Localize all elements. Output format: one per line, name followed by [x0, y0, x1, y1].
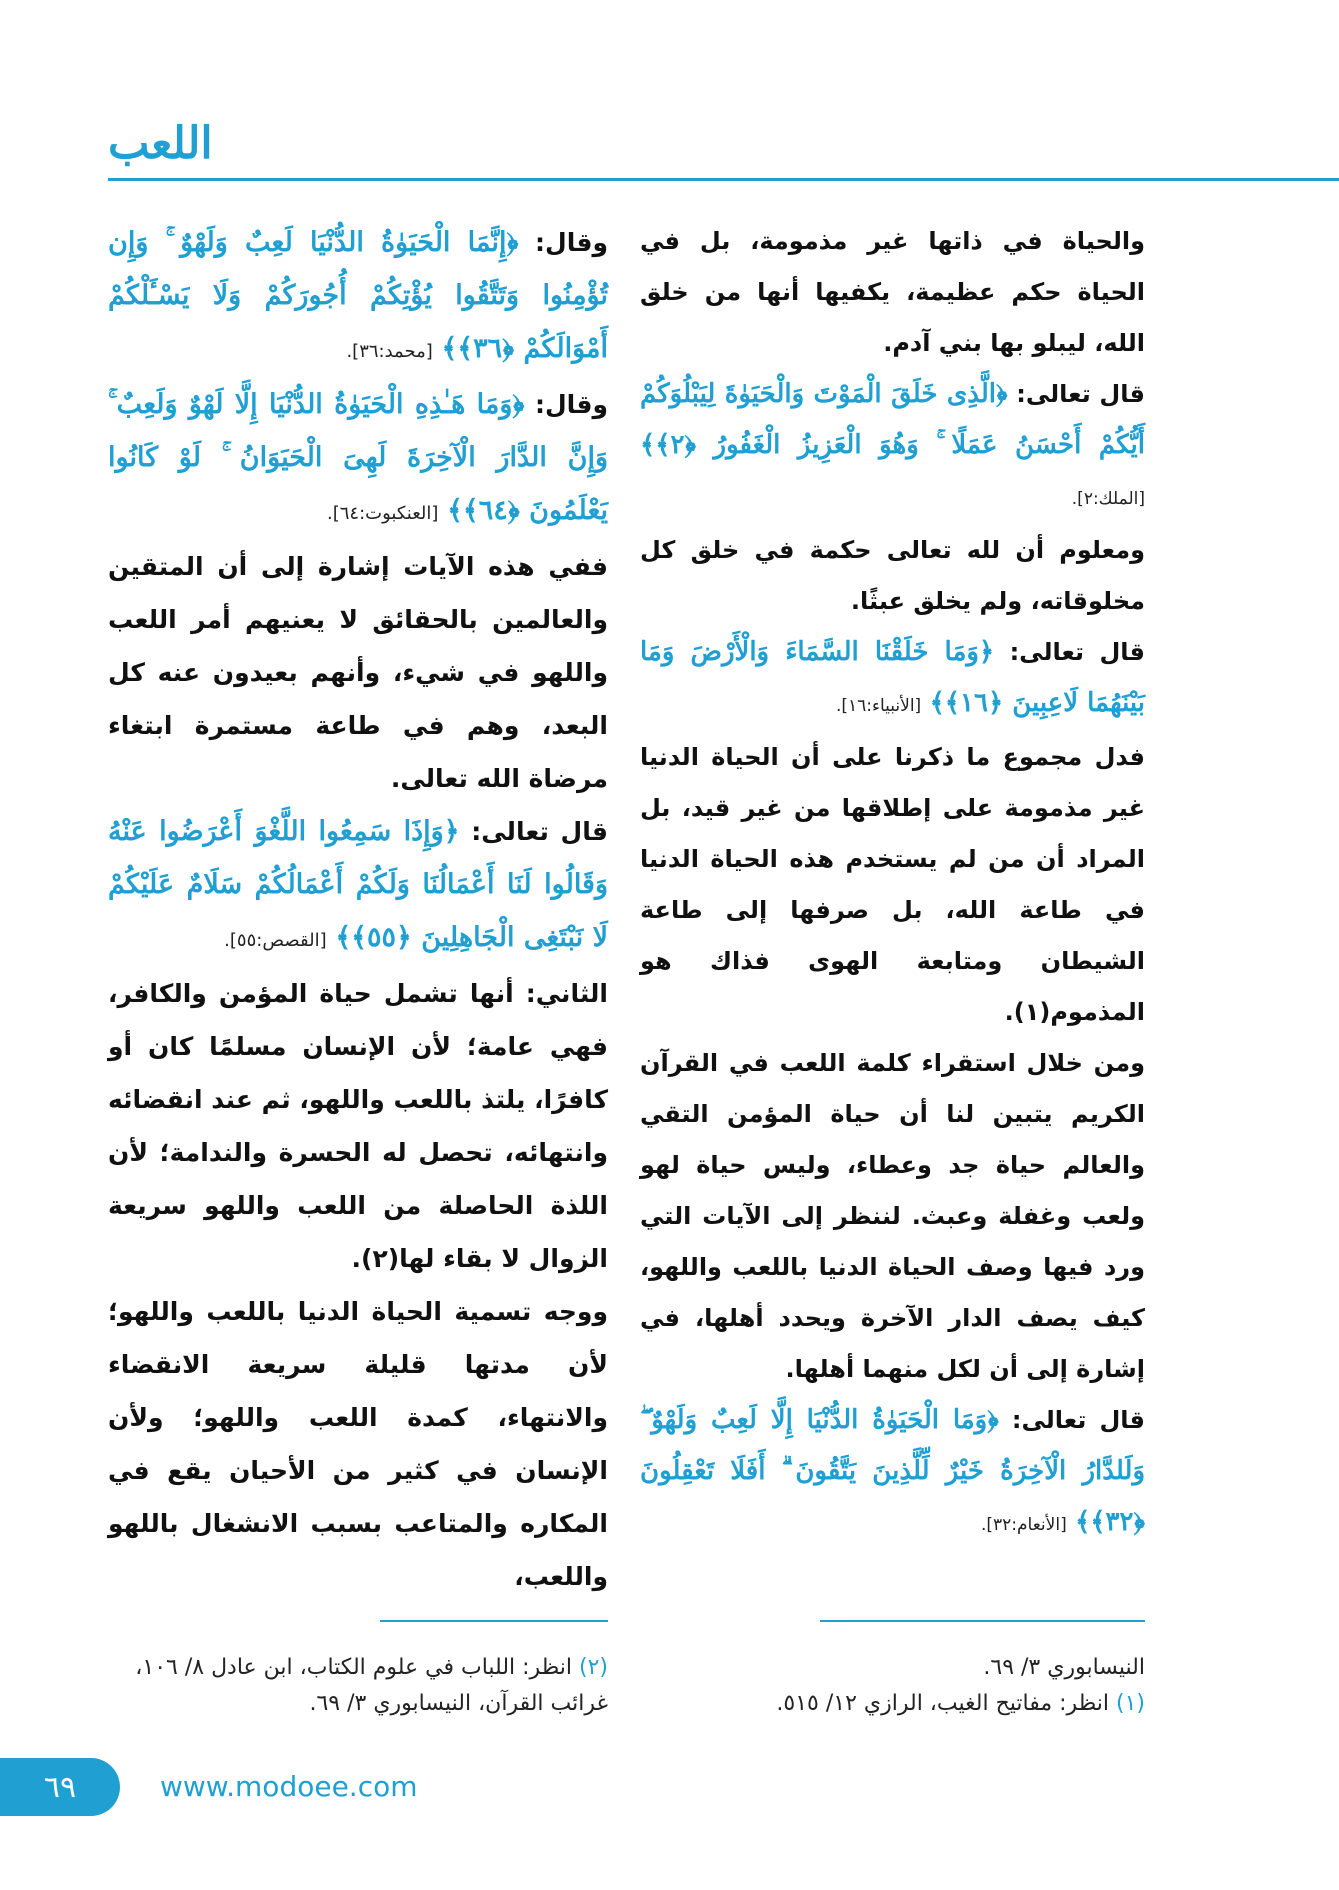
footnotes-left [108, 1650, 608, 1722]
page-number-tab [0, 1758, 120, 1816]
footnote-divider-left [380, 1620, 608, 1622]
body-paragraph: الثاني: أنها تشمل حياة المؤمن والكافر، فهي عامة؛ لأن الإنسان مسلمًا كان أو كافرًا، يلتذ باللعب واللهو، ثم عند انقضائه وانتهائه، تحصل له الحسرة والندامة؛ لأن اللذة الحاصلة من اللعب واللهو سريعة الزوال لا بقاء لها(٢). [108, 979, 608, 1273]
body-paragraph: ففي هذه الآيات إشارة إلى أن المتقين والعالمين بالحقائق لا يعنيهم أمر اللعب واللهو في شيء، وأنهم بعيدون عنه كل البعد، وهم في طاعة مستمرة ابتغاء مرضاة الله تعالى. [108, 552, 608, 793]
footnote [108, 1650, 608, 1722]
verse-intro: قال تعالى: [459, 817, 609, 846]
quran-verse: ﴿وَمَا هَـٰذِهِ الْحَيَوٰةُ الدُّنْيَا إِلَّا لَهْوٌ وَلَعِبٌ ۚ وَإِنَّ الدَّارَ الْآخِرَةَ لَهِىَ الْحَيَوَانُ ۚ لَوْ كَانُوا يَعْلَمُونَ ﴿٦٤﴾﴾ [108, 389, 608, 526]
right-text-column [640, 216, 1145, 1551]
footnote [640, 1650, 1145, 1686]
quran-verse-block [108, 216, 608, 378]
quran-verse-block [640, 369, 1145, 525]
verse-intro: وقال: [524, 390, 608, 419]
verse-reference: [القصص:٥٥]. [224, 930, 327, 951]
body-paragraph: ووجه تسمية الحياة الدنيا باللعب واللهو؛ لأن مدتها قليلة سريعة الانقضاء والانتهاء، كمدة اللعب واللهو؛ ولأن الإنسان في كثير من الأحيان يقع في المكاره والمتاعب بسبب الانشغال باللهو واللعب، [108, 1297, 608, 1591]
left-text-column [108, 216, 608, 1603]
verse-intro: قال تعالى: [998, 1406, 1145, 1434]
verse-reference: [محمد:٣٦]. [346, 341, 433, 362]
quran-verse-block [108, 805, 608, 967]
footnote-number: (٢) [578, 1655, 608, 1680]
footnote-number: (١) [1115, 1691, 1145, 1716]
footnote-text: النيسابوري ٣/ ٦٩. [983, 1655, 1145, 1680]
verse-reference: [الملك:٢]. [1071, 489, 1145, 509]
website-link[interactable]: www.modoee.com [160, 1770, 418, 1803]
quran-verse-block [640, 1395, 1145, 1551]
footnotes-right [640, 1650, 1145, 1722]
page-number: ٦٩ [43, 1769, 77, 1805]
body-paragraph: ومعلوم أن لله تعالى حكمة في خلق كل مخلوقاته، ولم يخلق عبثًا. [640, 536, 1145, 615]
quran-verse: ﴿وَمَا الْحَيَوٰةُ الدُّنْيَا إِلَّا لَعِبٌ وَلَهْوٌ ۖ وَلَلدَّارُ الْآخِرَةُ خَيْرٌ لِّلَّذِينَ يَتَّقُونَ ۗ أَفَلَا تَعْقِلُونَ ﴿٣٢﴾﴾ [640, 1405, 1145, 1537]
quran-verse: ﴿إِنَّمَا الْحَيَوٰةُ الدُّنْيَا لَعِبٌ وَلَهْوٌ ۚ وَإِن تُؤْمِنُوا وَتَتَّقُوا يُؤْتِكُمْ أُجُورَكُمْ وَلَا يَسْـَٔلْكُمْ أَمْوَالَكُمْ ﴿٣٦﴾﴾ [108, 227, 608, 364]
quran-verse: ﴿وَمَا خَلَقْنَا السَّمَاءَ وَالْأَرْضَ وَمَا بَيْنَهُمَا لَاعِبِينَ ﴿١٦﴾﴾ [640, 637, 1145, 718]
verse-reference: [الأنعام:٣٢]. [980, 1515, 1067, 1535]
verse-intro: قال تعالى: [994, 638, 1145, 666]
footnote-divider-right [820, 1620, 1145, 1622]
body-paragraph: فدل مجموع ما ذكرنا على أن الحياة الدنيا غير مذمومة على إطلاقها من غير قيد، بل المراد أن من لم يستخدم هذه الحياة الدنيا في طاعة الله، بل صرفها إلى طاعة الشيطان ومتابعة الهوى فذاك هو المذموم(١). [640, 743, 1145, 1026]
verse-reference: [الأنبياء:١٦]. [835, 696, 922, 716]
footnote-text: انظر: اللباب في علوم الكتاب، ابن عادل ٨/ ١٠٦، غرائب القرآن، النيسابوري ٣/ ٦٩. [135, 1655, 608, 1716]
section-title: اللعب [108, 118, 213, 169]
verse-intro: وقال: [518, 228, 608, 257]
header-divider [108, 178, 1339, 181]
quran-verse-block [640, 627, 1145, 732]
verse-intro: قال تعالى: [1007, 380, 1145, 408]
body-paragraph: والحياة في ذاتها غير مذمومة، بل في الحياة حكم عظيمة، يكفيها أنها من خلق الله، ليبلو بها بني آدم. [640, 227, 1145, 357]
quran-verse: ﴿وَإِذَا سَمِعُوا اللَّغْوَ أَعْرَضُوا عَنْهُ وَقَالُوا لَنَا أَعْمَالُنَا وَلَكُمْ أَعْمَالُكُمْ سَلَامٌ عَلَيْكُمْ لَا نَبْتَغِى الْجَاهِلِينَ ﴿٥٥﴾﴾ [108, 816, 608, 953]
footnote [640, 1686, 1145, 1722]
body-paragraph: ومن خلال استقراء كلمة اللعب في القرآن الكريم يتبين لنا أن حياة المؤمن التقي والعالم حياة جد وعطاء، وليس حياة لهو ولعب وغفلة وعبث. لننظر إلى الآيات التي ورد فيها وصف الحياة الدنيا باللعب واللهو، كيف يصف الدار الآخرة ويحدد أهلها، في إشارة إلى أن لكل منهما أهلها. [640, 1049, 1145, 1383]
quran-verse-block [108, 378, 608, 540]
quran-verse: ﴿الَّذِى خَلَقَ الْمَوْتَ وَالْحَيَوٰةَ لِيَبْلُوَكُمْ أَيُّكُمْ أَحْسَنُ عَمَلًا ۚ وَهُوَ الْعَزِيزُ الْغَفُورُ ﴿٢﴾﴾ [640, 379, 1145, 460]
footnote-text: انظر: مفاتيح الغيب، الرازي ١٢/ ٥١٥. [776, 1691, 1109, 1716]
verse-reference: [العنكبوت:٦٤]. [326, 503, 439, 524]
